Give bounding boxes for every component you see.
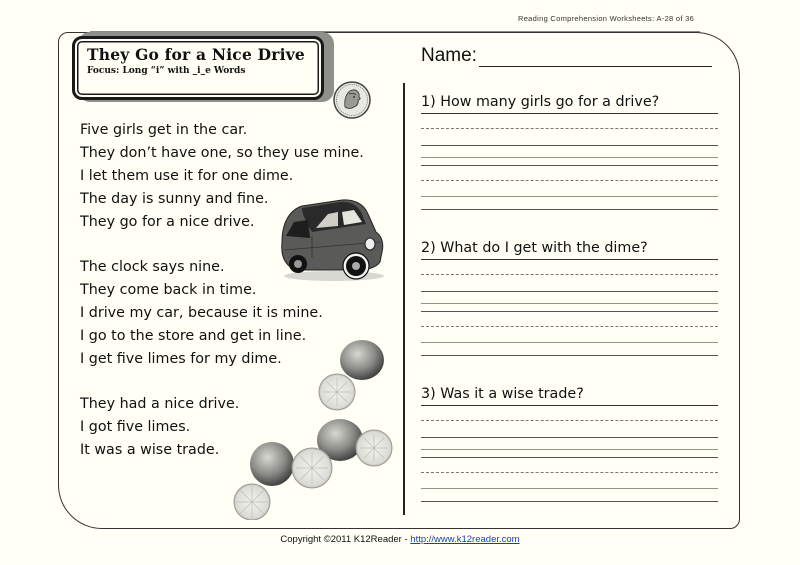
question-text: 2) What do I get with the dime? [421, 238, 718, 260]
guide-line-solid [421, 196, 718, 197]
passage-stanza-3 [80, 393, 380, 462]
passage-stanza-2 [80, 256, 380, 371]
question-1 [421, 92, 718, 238]
passage-line: The day is sunny and fine. [80, 191, 269, 207]
passage-line: I let them use it for one dime. [80, 168, 294, 184]
passage-line: They had a nice drive. [80, 396, 240, 412]
worksheet-focus: Focus: Long “i” with _i_e Words [87, 66, 246, 76]
passage-line: They go for a nice drive. [80, 214, 255, 230]
guide-line-dashed [421, 180, 718, 181]
guide-line-solid [421, 145, 718, 146]
worksheet-title: They Go for a Nice Drive [87, 45, 305, 64]
guide-line-solid [421, 355, 718, 356]
name-field-row [421, 45, 712, 67]
passage-line: I go to the store and get in line. [80, 328, 307, 344]
guide-line-solid [421, 501, 718, 502]
passage-line: They don’t have one, so they use mine. [80, 145, 364, 161]
guide-line-solid [421, 311, 718, 312]
column-divider [403, 83, 405, 515]
footer [0, 534, 800, 545]
question-text: 1) How many girls go for a drive? [421, 92, 718, 114]
answer-lines[interactable] [421, 260, 718, 370]
passage-stanza-1 [80, 119, 380, 234]
passage-line: Five girls get in the car. [80, 122, 248, 138]
guide-line-solid [421, 209, 718, 210]
guide-line-solid [421, 291, 718, 292]
guide-line-dashed [421, 274, 718, 275]
guide-line-dashed [421, 326, 718, 327]
passage-line: They come back in time. [80, 282, 257, 298]
guide-line-solid [421, 342, 718, 343]
passage-line: It was a wise trade. [80, 442, 220, 458]
guide-line-solid [421, 457, 718, 458]
k12reader-link[interactable]: http://www.k12reader.com [410, 534, 520, 545]
title-box [72, 36, 324, 100]
guide-line-dashed [421, 472, 718, 473]
guide-line-dashed [421, 128, 718, 129]
guide-line-solid [421, 165, 718, 166]
passage-line: The clock says nine. [80, 259, 225, 275]
guide-line-solid [421, 303, 718, 304]
passage-line: I drive my car, because it is mine. [80, 305, 323, 321]
answer-lines[interactable] [421, 406, 718, 516]
worksheet-caption: Reading Comprehension Worksheets: A-28 of 36 [518, 14, 695, 23]
guide-line-dashed [421, 420, 718, 421]
dime-coin-icon [332, 80, 372, 120]
name-label: Name: [421, 45, 477, 66]
guide-line-solid [421, 488, 718, 489]
passage-line: I got five limes. [80, 419, 191, 435]
question-3 [421, 384, 718, 530]
questions-section [421, 92, 718, 530]
question-text: 3) Was it a wise trade? [421, 384, 718, 406]
answer-lines[interactable] [421, 114, 718, 224]
guide-line-solid [421, 157, 718, 158]
name-write-line[interactable] [479, 48, 712, 67]
guide-line-solid [421, 437, 718, 438]
passage-line: I get five limes for my dime. [80, 351, 282, 367]
reading-passage [80, 119, 380, 484]
copyright-text: Copyright ©2011 K12Reader - [280, 534, 411, 545]
guide-line-solid [421, 449, 718, 450]
question-2 [421, 238, 718, 384]
